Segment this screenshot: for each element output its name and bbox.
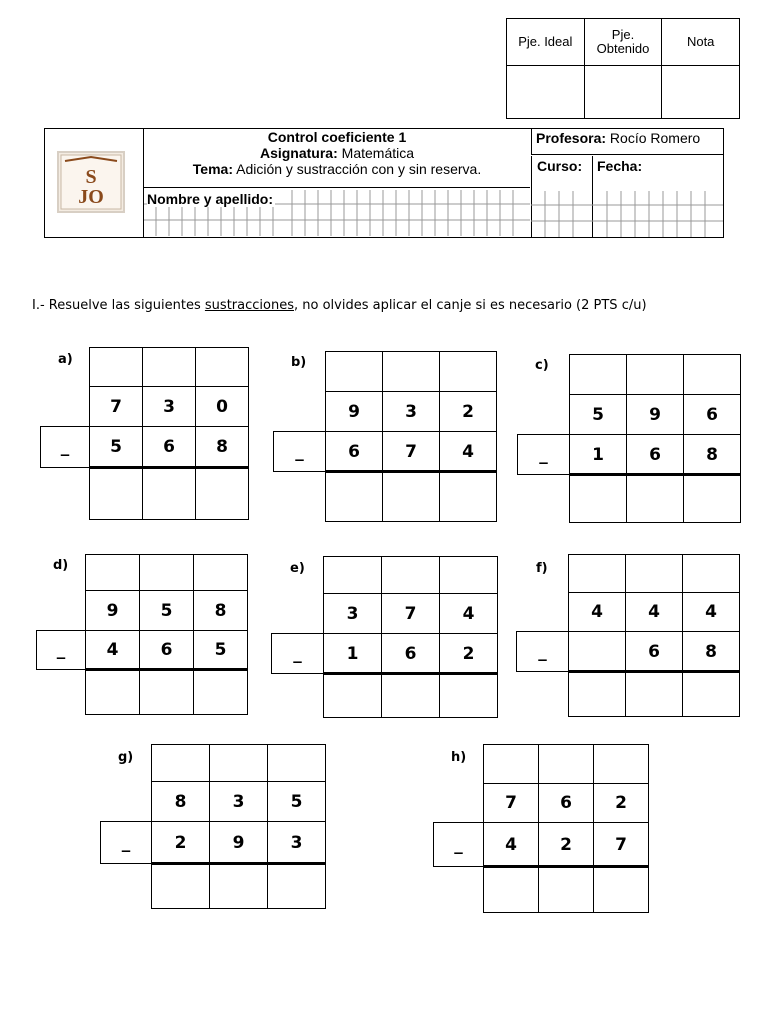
answer-cell[interactable] <box>625 671 683 717</box>
subtrahend-digit: 5 <box>89 426 143 468</box>
subtrahend-digit: 2 <box>538 822 594 867</box>
carry-cell[interactable] <box>323 556 382 594</box>
subtrahend-digit: 1 <box>569 434 627 475</box>
carry-cell[interactable] <box>439 556 498 594</box>
subtrahend-digit: 7 <box>593 822 649 867</box>
carry-cell[interactable] <box>325 351 383 392</box>
carry-cell[interactable] <box>142 347 196 387</box>
answer-cell[interactable] <box>151 863 210 909</box>
carry-cell[interactable] <box>568 554 626 593</box>
school-logo-graphic <box>59 153 123 211</box>
subtrahend-digit: 1 <box>323 633 382 674</box>
carry-cell[interactable] <box>625 554 683 593</box>
minuend-digit: 6 <box>538 783 594 823</box>
answer-cell[interactable] <box>538 866 594 913</box>
answer-cell[interactable] <box>682 671 740 717</box>
carry-cell[interactable] <box>89 347 143 387</box>
minuend-digit: 9 <box>325 391 383 432</box>
minus-sign: _ <box>271 633 324 674</box>
minuend-digit: 8 <box>151 781 210 822</box>
carry-cell[interactable] <box>195 347 249 387</box>
exam-title: Control coeficiente 1 <box>267 129 407 145</box>
answer-cell[interactable] <box>439 673 498 718</box>
minus-sign: _ <box>100 821 152 864</box>
score-header-obtained: Pje. Obtenido <box>584 19 662 66</box>
subtrahend-digit: 7 <box>382 431 440 472</box>
subtrahend-digit: 3 <box>267 821 326 864</box>
answer-cell[interactable] <box>593 866 649 913</box>
answer-cell[interactable] <box>209 863 268 909</box>
carry-cell[interactable] <box>439 351 497 392</box>
answer-cell[interactable] <box>142 467 196 520</box>
minus-sign: _ <box>36 630 86 670</box>
subtrahend-digit: 4 <box>483 822 539 867</box>
answer-cell[interactable] <box>382 471 440 522</box>
subtrahend-digit: 2 <box>151 821 210 864</box>
course-field[interactable]: Curso: <box>531 156 593 237</box>
score-header-ideal: Pje. Ideal <box>507 19 585 66</box>
answer-cell[interactable] <box>381 673 440 718</box>
svg-text:S: S <box>85 166 97 188</box>
carry-cell[interactable] <box>683 354 741 395</box>
minuend-digit: 4 <box>625 592 683 632</box>
carry-cell[interactable] <box>209 744 268 782</box>
problem-label: e) <box>290 561 305 576</box>
score-obtained-field[interactable] <box>584 66 662 119</box>
minuend-digit: 7 <box>381 593 440 634</box>
subtrahend-digit: 6 <box>625 631 683 672</box>
carry-cell[interactable] <box>381 556 440 594</box>
subtrahend-digit: 6 <box>381 633 440 674</box>
instruction-text: I.- Resuelve las siguientes sustracciones, no olvides aplicar el canje si es necesario (2 PTS c/u) <box>32 298 647 313</box>
carry-cell[interactable] <box>267 744 326 782</box>
subtrahend-digit: 8 <box>683 434 741 475</box>
minuend-digit: 5 <box>267 781 326 822</box>
subtrahend-digit: 2 <box>439 633 498 674</box>
problem-label: g) <box>118 750 134 765</box>
logo-cell <box>45 129 144 237</box>
minuend-digit: 7 <box>483 783 539 823</box>
name-label: Nombre y apellido: <box>147 191 274 207</box>
minuend-digit: 3 <box>142 386 196 427</box>
subtrahend-digit: 6 <box>139 630 194 670</box>
minuend-digit: 4 <box>568 592 626 632</box>
exam-header <box>44 128 724 238</box>
answer-cell[interactable] <box>483 866 539 913</box>
answer-cell[interactable] <box>193 669 248 715</box>
problem-label: a) <box>58 352 73 367</box>
subtrahend-digit: 8 <box>195 426 249 468</box>
problem-label: b) <box>291 355 307 370</box>
minuend-digit: 8 <box>193 590 248 631</box>
minuend-digit: 4 <box>439 593 498 634</box>
answer-cell[interactable] <box>267 863 326 909</box>
carry-cell[interactable] <box>85 554 140 591</box>
answer-cell[interactable] <box>325 471 383 522</box>
carry-cell[interactable] <box>569 354 627 395</box>
side-writing-grid <box>531 191 723 237</box>
minus-sign: _ <box>40 426 90 468</box>
score-header-grade: Nota <box>662 19 740 66</box>
carry-cell[interactable] <box>139 554 194 591</box>
minuend-digit: 2 <box>593 783 649 823</box>
school-logo <box>57 151 125 213</box>
title-cell <box>144 129 530 188</box>
problem-label: f) <box>536 561 548 576</box>
minus-sign: _ <box>433 822 484 867</box>
score-ideal-field[interactable] <box>507 66 585 119</box>
name-field[interactable] <box>144 188 530 237</box>
subtrahend-digit: 6 <box>142 426 196 468</box>
carry-cell[interactable] <box>193 554 248 591</box>
subtrahend-digit: 9 <box>209 821 268 864</box>
minuend-digit: 9 <box>626 394 684 435</box>
carry-cell[interactable] <box>593 744 649 784</box>
answer-cell[interactable] <box>323 673 382 718</box>
subject-line: Asignatura: Matemática <box>259 145 415 161</box>
subtrahend-digit: 6 <box>626 434 684 475</box>
answer-cell[interactable] <box>439 471 497 522</box>
grade-field[interactable] <box>662 66 740 119</box>
minuend-digit: 7 <box>89 386 143 427</box>
score-table <box>506 18 740 119</box>
answer-cell[interactable] <box>85 669 140 715</box>
minuend-digit: 5 <box>569 394 627 435</box>
subtrahend-digit: 8 <box>682 631 740 672</box>
minus-sign: _ <box>273 431 326 472</box>
minuend-digit: 3 <box>382 391 440 432</box>
problem-label: d) <box>53 558 69 573</box>
subtrahend-digit: 5 <box>193 630 248 670</box>
subtrahend-digit: 6 <box>325 431 383 472</box>
minuend-digit: 0 <box>195 386 249 427</box>
minuend-digit: 3 <box>323 593 382 634</box>
answer-cell[interactable] <box>568 671 626 717</box>
teacher-cell: Profesora: Rocío Romero <box>531 129 723 155</box>
answer-cell[interactable] <box>139 669 194 715</box>
carry-cell[interactable] <box>483 744 539 784</box>
answer-cell[interactable] <box>626 474 684 523</box>
problem-label: h) <box>451 750 467 765</box>
carry-cell[interactable] <box>538 744 594 784</box>
problem-label: c) <box>535 358 549 373</box>
carry-cell[interactable] <box>626 354 684 395</box>
minuend-digit: 6 <box>683 394 741 435</box>
minuend-digit: 4 <box>682 592 740 632</box>
minuend-digit: 3 <box>209 781 268 822</box>
answer-cell[interactable] <box>89 467 143 520</box>
subtrahend-digit: 4 <box>85 630 140 670</box>
minuend-digit: 2 <box>439 391 497 432</box>
minus-sign: _ <box>517 434 570 475</box>
subtrahend-digit <box>568 631 626 672</box>
answer-cell[interactable] <box>195 467 249 520</box>
topic-line: Tema: Adición y sustracción con y sin reserva. <box>192 161 482 177</box>
answer-cell[interactable] <box>569 474 627 523</box>
svg-text:JO: JO <box>78 186 104 208</box>
minus-sign: _ <box>516 631 569 672</box>
instruction-underlined: sustracciones <box>204 298 294 313</box>
answer-cell[interactable] <box>683 474 741 523</box>
subtrahend-digit: 4 <box>439 431 497 472</box>
minuend-digit: 5 <box>139 590 194 631</box>
minuend-digit: 9 <box>85 590 140 631</box>
carry-cell[interactable] <box>382 351 440 392</box>
date-field[interactable]: Fecha: <box>597 158 643 174</box>
carry-cell[interactable] <box>682 554 740 593</box>
carry-cell[interactable] <box>151 744 210 782</box>
